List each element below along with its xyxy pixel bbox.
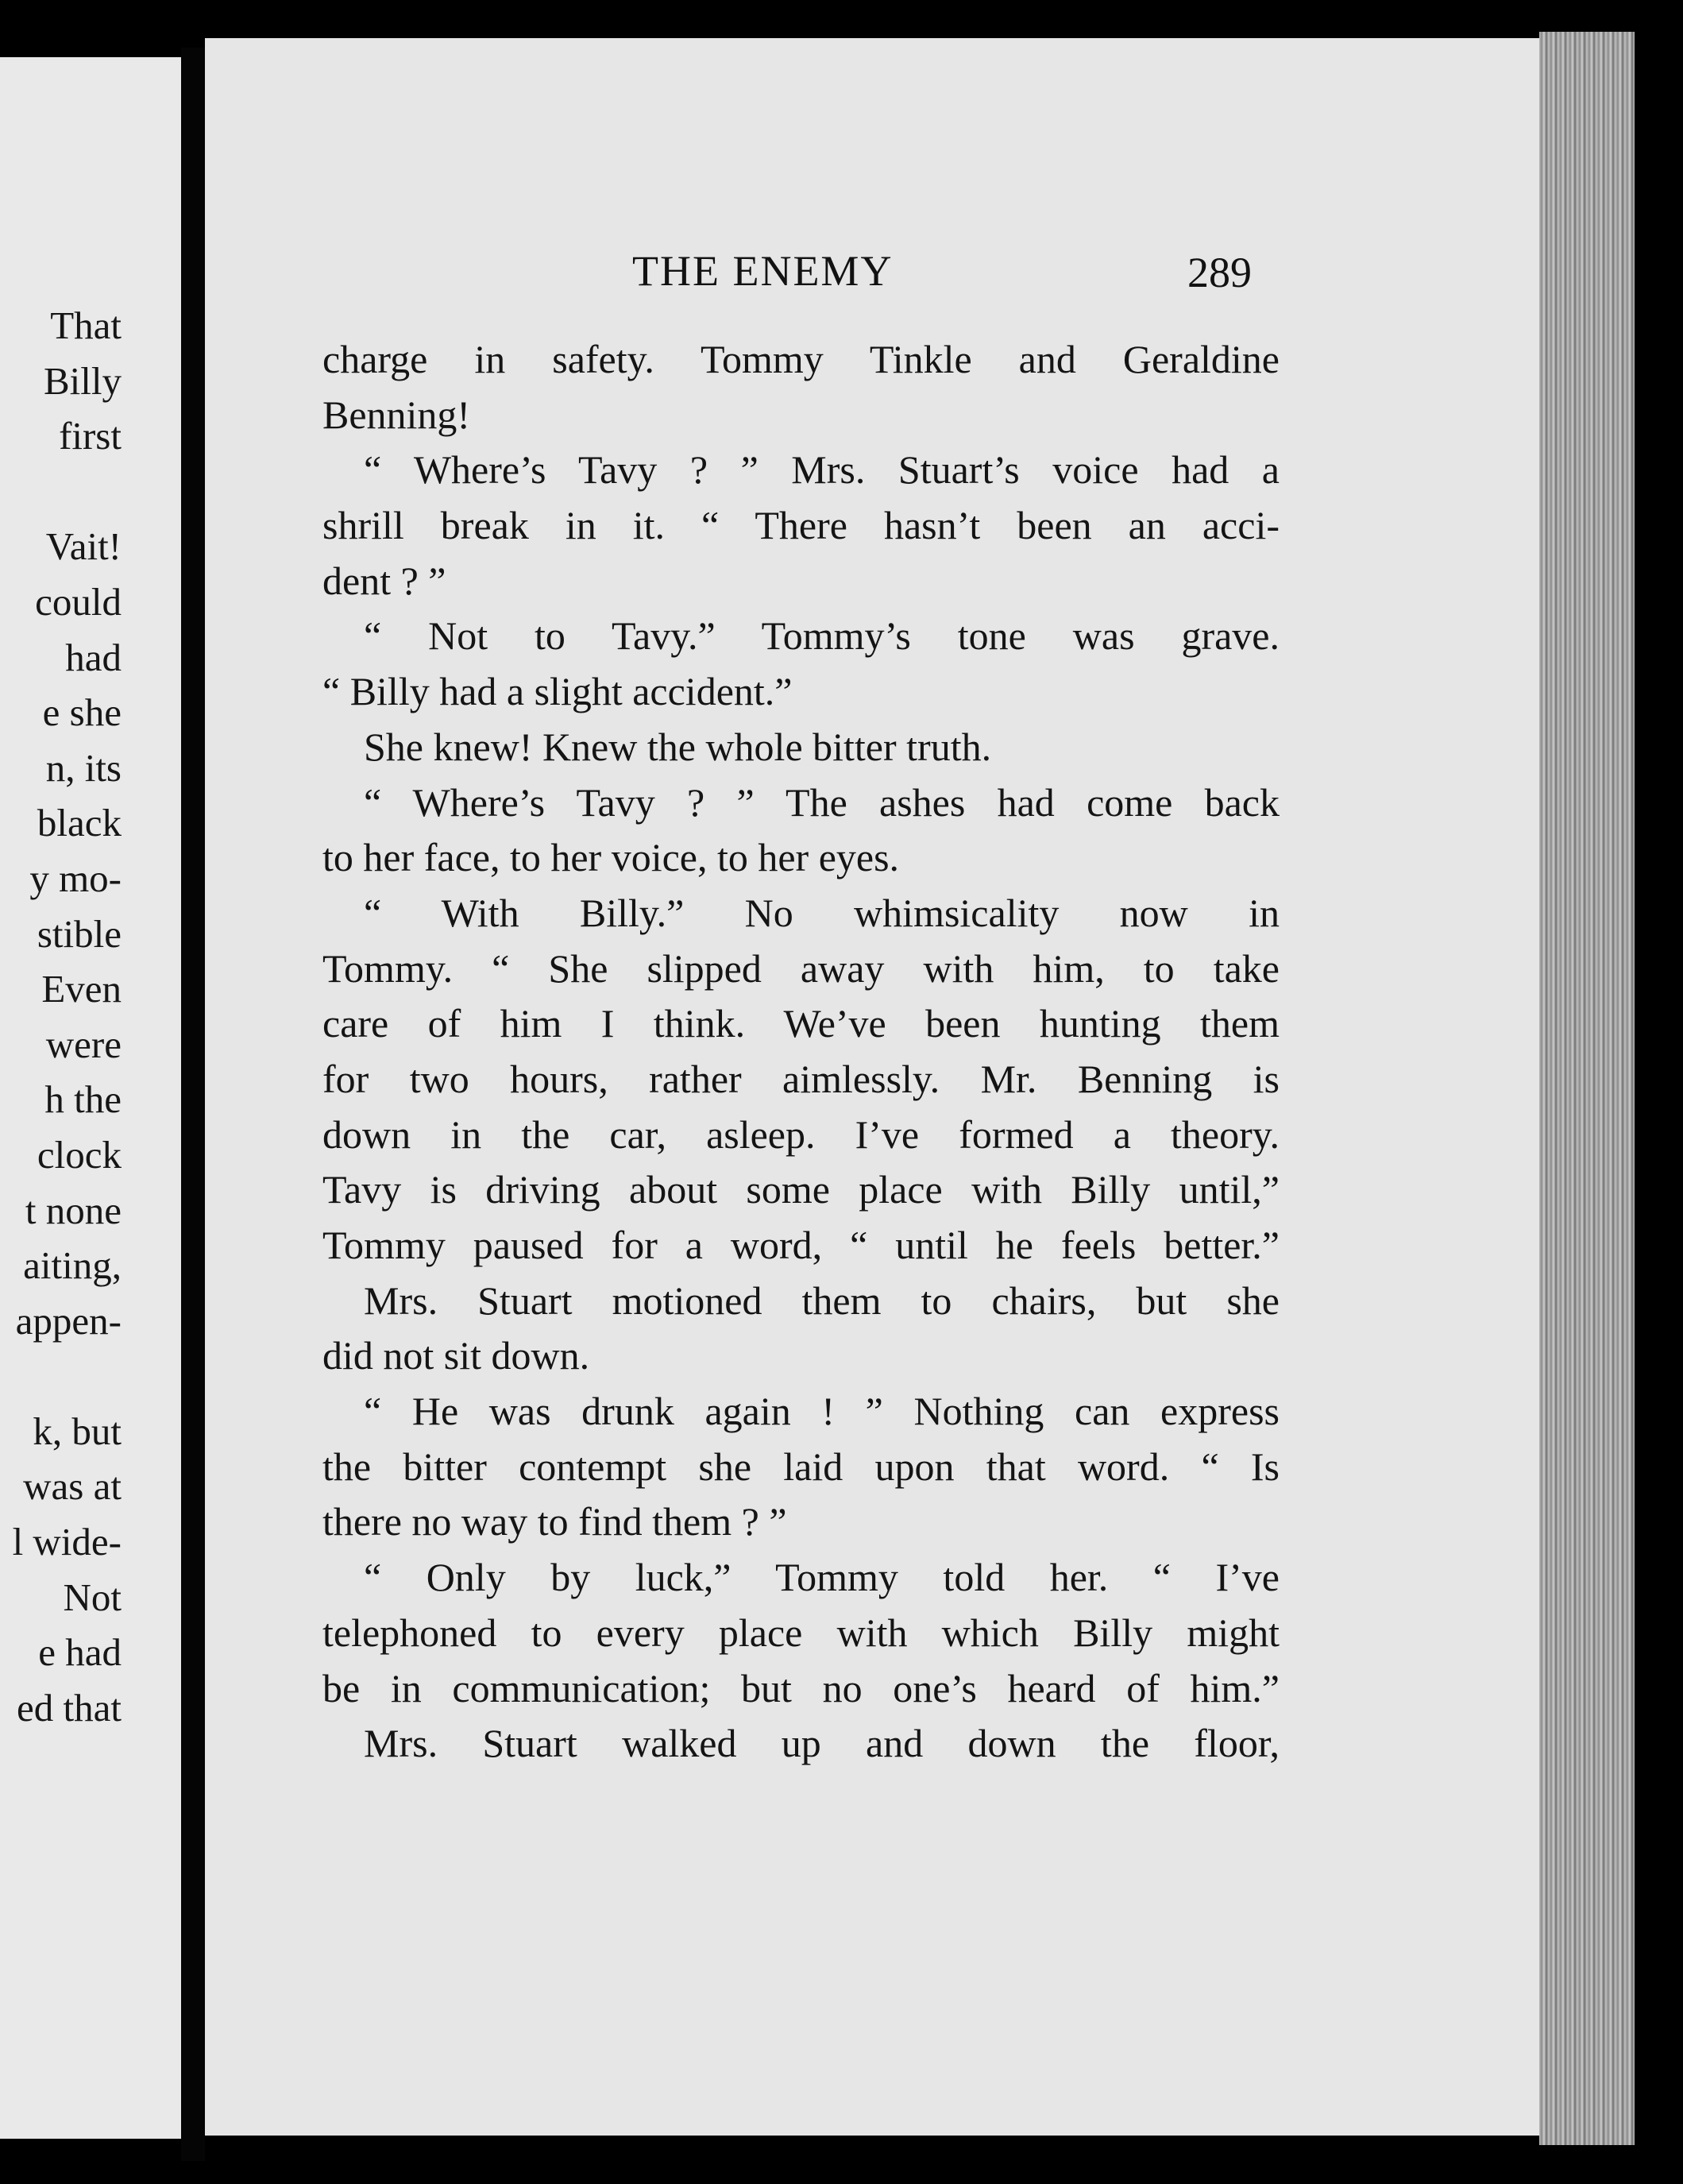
text-line: Mrs. Stuart motioned them to chairs, but she bbox=[364, 1278, 1280, 1323]
left-page-line: ed that bbox=[17, 1685, 122, 1730]
text-line: Tommy paused for a word, “ until he feels better.” bbox=[322, 1223, 1280, 1267]
left-page-line bbox=[13, 464, 122, 520]
text-line: Mrs. Stuart walked up and down the floor, bbox=[364, 1721, 1280, 1766]
text-line: “ Where’s Tavy ? ” Mrs. Stuart’s voice had a bbox=[364, 447, 1280, 493]
text-line: the bitter contempt she laid upon that word. “ Is bbox=[322, 1444, 1280, 1489]
left-page-line: t none bbox=[25, 1188, 122, 1232]
page-number: 289 bbox=[1187, 249, 1252, 296]
text-line: “ With Billy.” No whimsicality now in bbox=[364, 890, 1280, 935]
text-line: to her face, to her voice, to her eyes. bbox=[322, 835, 900, 880]
left-page-line: were bbox=[45, 1022, 122, 1066]
text-line: for two hours, rather aimlessly. Mr. Benning is bbox=[322, 1056, 1280, 1101]
text-line: She knew! Knew the whole bitter truth. bbox=[364, 724, 992, 769]
text-line: “ Not to Tavy.” Tommy’s tone was grave. bbox=[364, 613, 1280, 659]
left-page-line: That bbox=[50, 303, 122, 347]
page-body bbox=[322, 332, 1280, 1772]
left-page-line: e she bbox=[42, 690, 122, 735]
right-page bbox=[205, 38, 1539, 2136]
text-line: did not sit down. bbox=[322, 1333, 590, 1378]
text-line: “ Only by luck,” Tommy told her. “ I’ve bbox=[364, 1555, 1280, 1600]
left-page-line: clock bbox=[37, 1132, 122, 1177]
left-page-text bbox=[13, 298, 122, 1735]
left-page-line: first bbox=[59, 414, 122, 458]
left-page-line: Vait! bbox=[45, 524, 122, 569]
left-page-line: aiting, bbox=[23, 1243, 122, 1288]
left-page-line: had bbox=[65, 635, 122, 679]
running-title: THE ENEMY bbox=[632, 247, 894, 295]
left-page-line: h the bbox=[44, 1077, 122, 1122]
left-page-line: could bbox=[35, 579, 122, 624]
text-line: dent ? ” bbox=[322, 558, 446, 603]
text-line: there no way to find them ? ” bbox=[322, 1499, 787, 1544]
left-page bbox=[0, 57, 181, 2139]
left-page-line: Even bbox=[41, 967, 122, 1011]
text-line: charge in safety. Tommy Tinkle and Geraldine bbox=[322, 337, 1280, 381]
left-page-line bbox=[13, 1348, 122, 1404]
left-page-line: e had bbox=[38, 1630, 122, 1675]
page-stack-edge bbox=[1539, 32, 1635, 2145]
text-line: telephoned to every place with which Billy might bbox=[322, 1610, 1280, 1655]
text-line: be in communication; but no one’s heard of him.” bbox=[322, 1665, 1280, 1710]
left-page-line: n, its bbox=[45, 745, 122, 790]
text-line: Tavy is driving about some place with Billy until,” bbox=[322, 1167, 1280, 1212]
text-line: “ Where’s Tavy ? ” The ashes had come back bbox=[364, 779, 1280, 825]
left-page-line: y mo- bbox=[29, 856, 122, 900]
text-line: Benning! bbox=[322, 392, 471, 437]
left-page-line: k, but bbox=[33, 1409, 122, 1453]
left-page-line: stible bbox=[37, 911, 122, 956]
left-page-line: l wide- bbox=[12, 1520, 122, 1564]
text-line: down in the car, asleep. I’ve formed a theory. bbox=[322, 1111, 1280, 1157]
left-page-line: black bbox=[37, 801, 122, 845]
text-line: Tommy. “ She slipped away with him, to take bbox=[322, 945, 1280, 991]
scan-border bbox=[1635, 32, 1683, 2184]
left-page-line: appen- bbox=[15, 1298, 122, 1343]
left-page-line: Not bbox=[63, 1575, 122, 1619]
text-line: shrill break in it. “ There hasn’t been an acci- bbox=[322, 503, 1280, 548]
paper-tear bbox=[753, 64, 824, 95]
left-page-line: Billy bbox=[43, 358, 122, 403]
book-gutter bbox=[181, 48, 205, 2161]
page-header bbox=[205, 246, 1539, 302]
text-line: “ Billy had a slight accident.” bbox=[322, 669, 793, 714]
text-line: “ He was drunk again ! ” Nothing can express bbox=[364, 1389, 1280, 1434]
text-line: care of him I think. We’ve been hunting them bbox=[322, 1001, 1280, 1046]
left-page-line: was at bbox=[23, 1464, 122, 1509]
